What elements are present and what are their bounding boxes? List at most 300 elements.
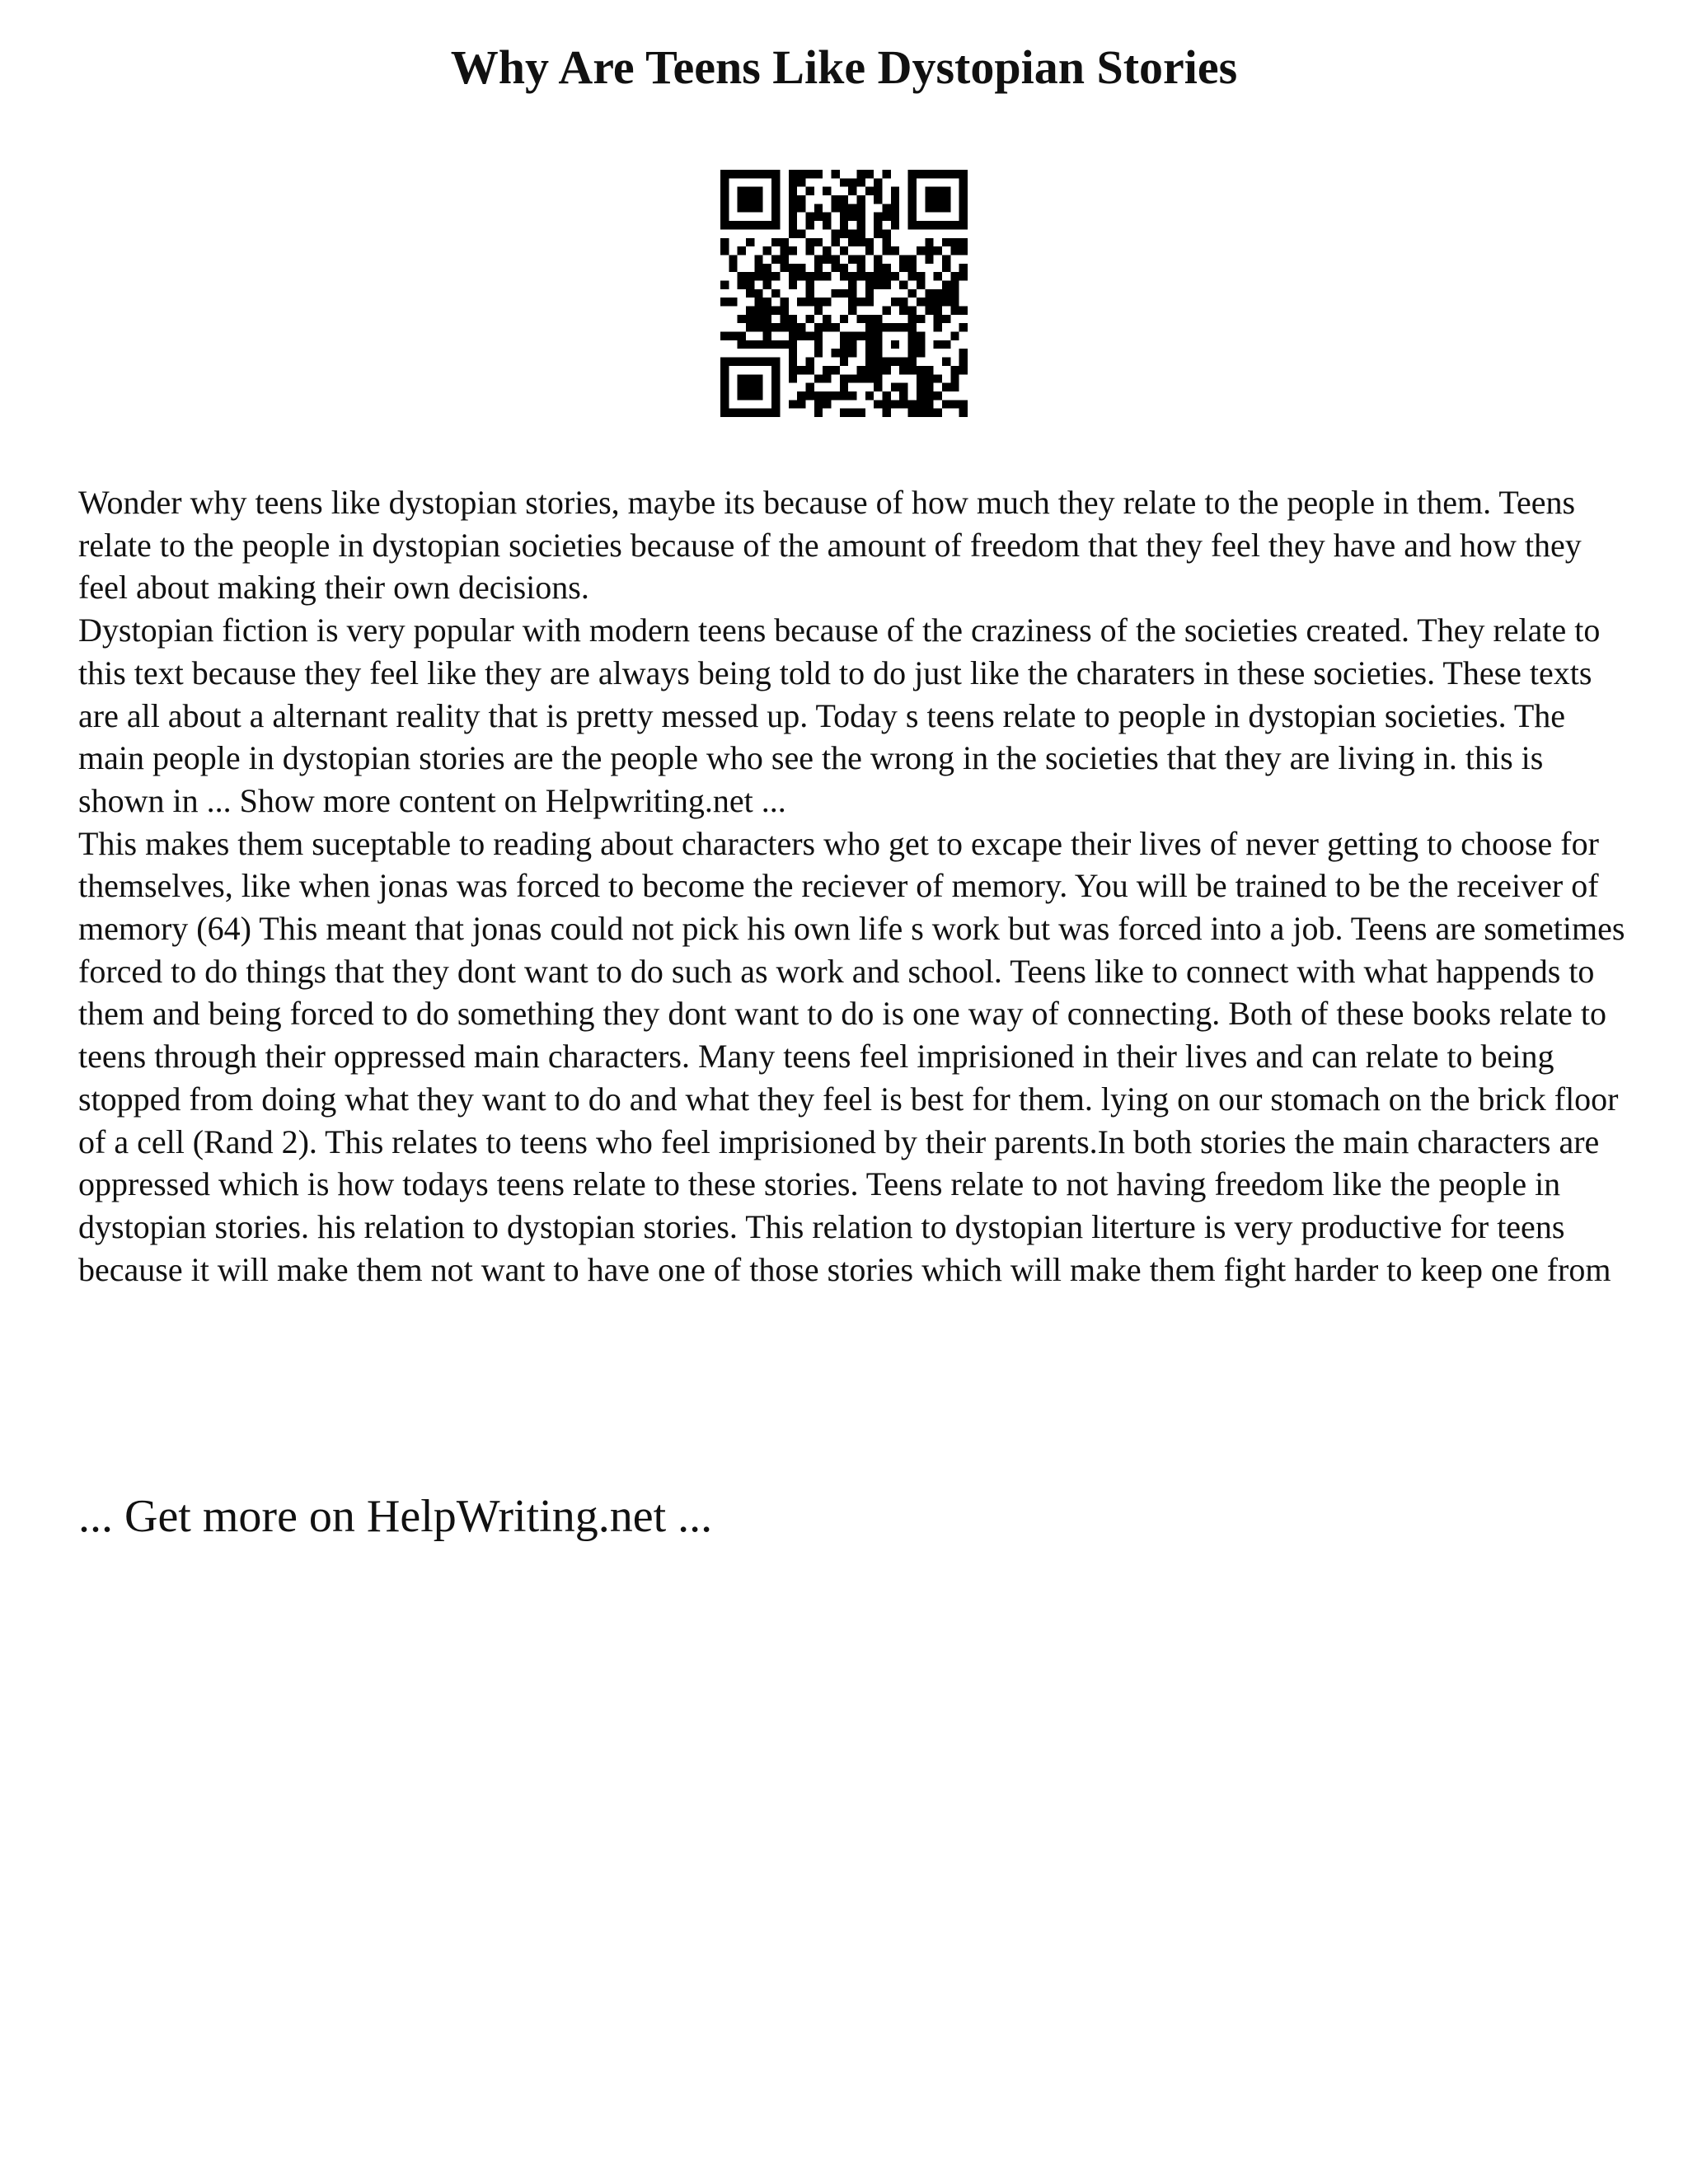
qr-module [848, 238, 856, 246]
qr-module [848, 187, 856, 195]
qr-module [925, 298, 933, 306]
qr-module [720, 358, 729, 366]
qr-module [763, 358, 771, 366]
qr-module [720, 280, 729, 288]
qr-module [771, 221, 780, 229]
qr-module [942, 195, 950, 204]
qr-module [857, 221, 865, 229]
qr-module [797, 298, 805, 306]
qr-module [857, 238, 865, 246]
qr-module [738, 383, 746, 391]
qr-module [746, 358, 754, 366]
qr-module [883, 229, 891, 237]
qr-module [763, 332, 771, 340]
qr-module [797, 272, 805, 280]
qr-module [831, 264, 839, 272]
qr-module [848, 298, 856, 306]
qr-module [883, 409, 891, 417]
qr-module [738, 409, 746, 417]
qr-module [754, 374, 762, 382]
qr-module [729, 264, 737, 272]
qr-module [950, 280, 959, 288]
qr-module [934, 195, 942, 204]
qr-module [720, 204, 729, 212]
qr-module [720, 187, 729, 195]
qr-module [805, 298, 814, 306]
qr-module [908, 213, 917, 221]
qr-module [840, 229, 848, 237]
qr-module [883, 323, 891, 331]
qr-module [780, 264, 788, 272]
qr-module [950, 289, 959, 298]
qr-module [738, 195, 746, 204]
qr-module [942, 170, 950, 178]
qr-module [917, 280, 925, 288]
qr-module [771, 255, 780, 263]
qr-module [908, 221, 917, 229]
qr-module [950, 366, 959, 374]
qr-module [738, 332, 746, 340]
qr-module [805, 238, 814, 246]
qr-module [899, 264, 907, 272]
qr-module [789, 349, 797, 357]
qr-module [805, 358, 814, 366]
qr-module [917, 349, 925, 357]
qr-module [771, 170, 780, 178]
qr-module [874, 332, 882, 340]
qr-module [738, 246, 746, 255]
qr-module [831, 323, 839, 331]
qr-module [814, 213, 823, 221]
qr-module [754, 323, 762, 331]
qr-module [746, 238, 754, 246]
qr-module [823, 246, 831, 255]
qr-module [789, 221, 797, 229]
qr-module [848, 289, 856, 298]
qr-module [908, 349, 917, 357]
qr-module [831, 289, 839, 298]
qr-module [934, 187, 942, 195]
qr-module [925, 221, 933, 229]
qr-module [789, 246, 797, 255]
qr-module [874, 272, 882, 280]
qr-module [789, 213, 797, 221]
qr-module [754, 204, 762, 212]
qr-module [857, 298, 865, 306]
qr-module [848, 229, 856, 237]
qr-module [848, 391, 856, 400]
qr-module [848, 307, 856, 315]
qr-module [823, 366, 831, 374]
qr-module [789, 272, 797, 280]
qr-module [814, 400, 823, 408]
qr-module [917, 246, 925, 255]
qr-module [934, 221, 942, 229]
qr-module [857, 213, 865, 221]
qr-module [959, 264, 968, 272]
qr-module [771, 366, 780, 374]
qr-module [883, 238, 891, 246]
qr-module [814, 332, 823, 340]
qr-module [746, 280, 754, 288]
qr-module [771, 358, 780, 366]
qr-module [814, 323, 823, 331]
qr-module [814, 204, 823, 212]
qr-module [754, 195, 762, 204]
qr-module [942, 255, 950, 263]
qr-module [865, 170, 874, 178]
qr-module [771, 400, 780, 408]
qr-module [925, 170, 933, 178]
qr-module [763, 264, 771, 272]
qr-module [883, 170, 891, 178]
qr-module [831, 204, 839, 212]
qr-module [883, 307, 891, 315]
qr-module [789, 323, 797, 331]
qr-module [746, 383, 754, 391]
qr-module [874, 280, 882, 288]
qr-module [950, 221, 959, 229]
qr-module [908, 204, 917, 212]
qr-module [942, 358, 950, 366]
qr-module [789, 264, 797, 272]
qr-module [950, 400, 959, 408]
document-title: Why Are Teens Like Dystopian Stories [450, 40, 1238, 94]
qr-module [763, 272, 771, 280]
qr-module [754, 307, 762, 315]
qr-module [797, 391, 805, 400]
qr-module [874, 255, 882, 263]
qr-module [746, 221, 754, 229]
qr-module [857, 332, 865, 340]
qr-module [899, 280, 907, 288]
qr-module [857, 229, 865, 237]
qr-module [883, 246, 891, 255]
qr-module [805, 383, 814, 391]
qr-module [950, 298, 959, 306]
qr-module [823, 374, 831, 382]
qr-module [908, 178, 917, 186]
qr-module [908, 264, 917, 272]
get-more-link[interactable]: ... Get more on HelpWriting.net ... [78, 1491, 713, 1542]
qr-module [891, 221, 899, 229]
qr-module [754, 358, 762, 366]
qr-module [917, 391, 925, 400]
qr-module [746, 315, 754, 323]
qr-module [959, 272, 968, 280]
qr-module [771, 340, 780, 349]
qr-module [720, 178, 729, 186]
qr-module [857, 374, 865, 382]
qr-module [857, 272, 865, 280]
qr-module [840, 272, 848, 280]
qr-module [891, 195, 899, 204]
qr-module [891, 204, 899, 212]
qr-module [789, 229, 797, 237]
qr-module [814, 298, 823, 306]
qr-module [754, 383, 762, 391]
qr-module [874, 349, 882, 357]
qr-module [720, 400, 729, 408]
qr-module [959, 187, 968, 195]
qr-module [874, 383, 882, 391]
qr-module [959, 400, 968, 408]
qr-module [771, 391, 780, 400]
qr-module [865, 298, 874, 306]
qr-module [848, 340, 856, 349]
qr-module [754, 170, 762, 178]
qr-module [738, 187, 746, 195]
qr-module [746, 289, 754, 298]
qr-module [771, 238, 780, 246]
qr-module [917, 409, 925, 417]
qr-module [754, 289, 762, 298]
qr-module [865, 238, 874, 246]
qr-module [925, 400, 933, 408]
qr-module [814, 272, 823, 280]
qr-module [754, 340, 762, 349]
qr-module [891, 383, 899, 391]
qr-module [942, 221, 950, 229]
qr-module [729, 332, 737, 340]
qr-module [720, 332, 729, 340]
qr-module [814, 307, 823, 315]
qr-module [823, 323, 831, 331]
qr-module [865, 358, 874, 366]
qr-module [789, 195, 797, 204]
qr-module [840, 391, 848, 400]
qr-module [840, 374, 848, 382]
qr-module [908, 307, 917, 315]
qr-module [780, 238, 788, 246]
qr-module [934, 409, 942, 417]
qr-module [925, 204, 933, 212]
qr-module [899, 323, 907, 331]
qr-module [720, 238, 729, 246]
qr-module [848, 204, 856, 212]
qr-module [917, 366, 925, 374]
qr-module [848, 280, 856, 288]
qr-module [789, 340, 797, 349]
qr-module [763, 315, 771, 323]
qr-module [942, 289, 950, 298]
qr-module [959, 246, 968, 255]
qr-module [874, 195, 882, 204]
qr-module [908, 187, 917, 195]
qr-module [754, 187, 762, 195]
qr-module [831, 229, 839, 237]
qr-module [959, 323, 968, 331]
qr-module [934, 289, 942, 298]
qr-module [899, 358, 907, 366]
qr-module [934, 204, 942, 212]
qr-module [917, 383, 925, 391]
qr-module [883, 358, 891, 366]
qr-module [805, 280, 814, 288]
qr-module [789, 400, 797, 408]
qr-module [738, 221, 746, 229]
qr-module [814, 238, 823, 246]
qr-module [959, 178, 968, 186]
qr-module [874, 374, 882, 382]
qr-module [934, 374, 942, 382]
qr-module [720, 298, 729, 306]
qr-module [763, 221, 771, 229]
qr-module [857, 409, 865, 417]
qr-module [857, 195, 865, 204]
qr-module [823, 272, 831, 280]
qr-module [797, 400, 805, 408]
qr-module [959, 366, 968, 374]
qr-module [908, 315, 917, 323]
qr-module [950, 170, 959, 178]
qr-module [840, 195, 848, 204]
qr-module [771, 289, 780, 298]
qr-module [865, 340, 874, 349]
qr-module [959, 221, 968, 229]
qr-module [814, 409, 823, 417]
qr-module [840, 246, 848, 255]
qr-module [780, 323, 788, 331]
qr-module [746, 272, 754, 280]
qr-module [738, 358, 746, 366]
qr-module [840, 409, 848, 417]
qr-module [899, 298, 907, 306]
qr-module [899, 383, 907, 391]
qr-module [874, 358, 882, 366]
qr-module [908, 170, 917, 178]
qr-module [771, 195, 780, 204]
qr-module [908, 195, 917, 204]
qr-module [917, 332, 925, 340]
qr-module [874, 178, 882, 186]
qr-module [831, 366, 839, 374]
qr-module [942, 280, 950, 288]
qr-module [891, 246, 899, 255]
qr-module [942, 383, 950, 391]
qr-module [814, 170, 823, 178]
qr-module [763, 340, 771, 349]
paragraph-1: Wonder why teens like dystopian stories, maybe its because of how much they relate to the people in them. Teens relate to the people in dystopian societies because of the amount of freedom that they feel they have and how they feel about making their own decisions. [78, 484, 1582, 607]
qr-module [874, 213, 882, 221]
qr-module [908, 272, 917, 280]
qr-module [865, 323, 874, 331]
qr-module [891, 187, 899, 195]
qr-module [942, 315, 950, 323]
qr-module [883, 400, 891, 408]
qr-module [874, 315, 882, 323]
qr-module [797, 170, 805, 178]
qr-module [771, 272, 780, 280]
qr-module [925, 246, 933, 255]
qr-module [729, 255, 737, 263]
qr-module [942, 238, 950, 246]
qr-module [934, 391, 942, 400]
qr-module [848, 178, 856, 186]
qr-module [720, 409, 729, 417]
qr-module [789, 366, 797, 374]
qr-module [934, 246, 942, 255]
qr-module [883, 272, 891, 280]
qr-module [805, 170, 814, 178]
qr-module [950, 238, 959, 246]
qr-module [908, 340, 917, 349]
qr-module [763, 409, 771, 417]
qr-module [883, 264, 891, 272]
qr-module [959, 358, 968, 366]
qr-module [823, 221, 831, 229]
qr-module [848, 272, 856, 280]
qr-module [729, 221, 737, 229]
qr-module [934, 307, 942, 315]
qr-module [720, 195, 729, 204]
qr-module [925, 307, 933, 315]
qr-module [874, 221, 882, 229]
qr-module [908, 255, 917, 263]
qr-module [746, 195, 754, 204]
qr-module [840, 289, 848, 298]
qr-module [934, 298, 942, 306]
qr-module [840, 221, 848, 229]
qr-module [771, 409, 780, 417]
qr-module [814, 340, 823, 349]
qr-module [883, 213, 891, 221]
qr-module [789, 187, 797, 195]
qr-module [754, 255, 762, 263]
qr-module [917, 315, 925, 323]
qr-module [754, 391, 762, 400]
qr-module [840, 332, 848, 340]
qr-module [891, 272, 899, 280]
qr-module [831, 195, 839, 204]
qr-module [720, 391, 729, 400]
qr-module [797, 264, 805, 272]
qr-module [891, 213, 899, 221]
qr-module [934, 323, 942, 331]
qr-module [780, 246, 788, 255]
qr-module [840, 204, 848, 212]
qr-module [797, 332, 805, 340]
qr-module [917, 400, 925, 408]
qr-module [738, 391, 746, 400]
qr-module [891, 340, 899, 349]
qr-module [942, 340, 950, 349]
qr-module [865, 315, 874, 323]
qr-module [942, 298, 950, 306]
qr-module [746, 374, 754, 382]
qr-module [874, 264, 882, 272]
qr-module [771, 307, 780, 315]
qr-module [950, 374, 959, 382]
qr-module [789, 280, 797, 288]
qr-module [865, 272, 874, 280]
qr-module [925, 238, 933, 246]
qr-module [738, 280, 746, 288]
qr-module [950, 383, 959, 391]
qr-module [729, 170, 737, 178]
qr-module [754, 315, 762, 323]
qr-module [831, 391, 839, 400]
qr-module [908, 289, 917, 298]
qr-module [831, 170, 839, 178]
qr-module [917, 374, 925, 382]
qr-module [925, 255, 933, 263]
qr-module [738, 170, 746, 178]
qr-module [797, 366, 805, 374]
qr-module [874, 366, 882, 374]
qr-module [763, 246, 771, 255]
qr-module [746, 391, 754, 400]
